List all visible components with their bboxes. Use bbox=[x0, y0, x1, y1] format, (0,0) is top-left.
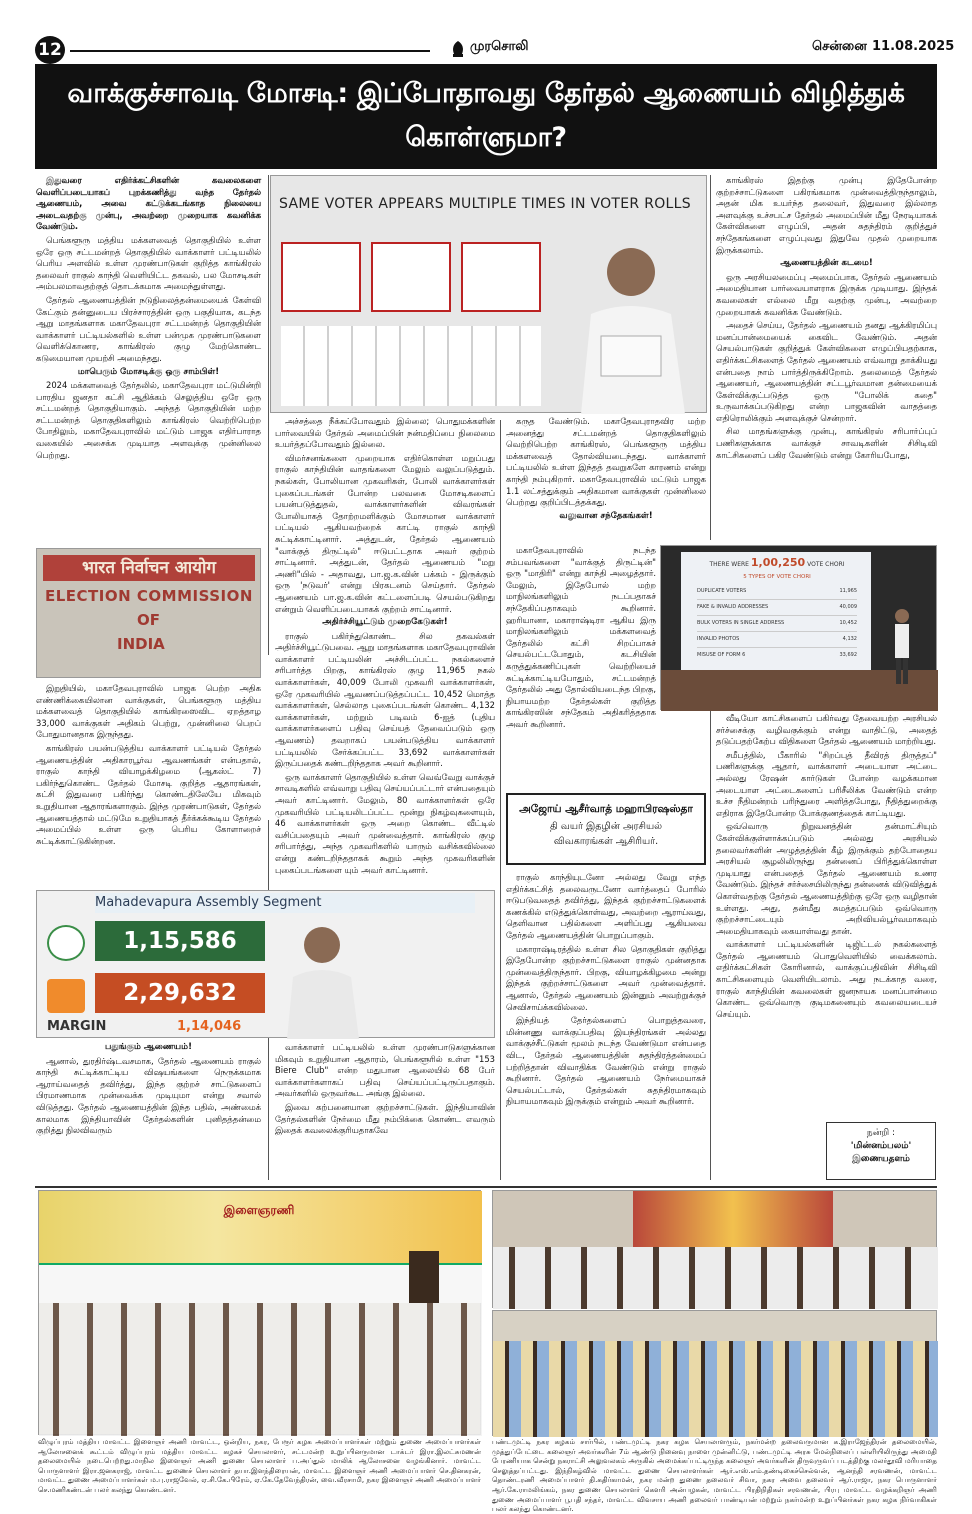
column-1-text bbox=[36, 175, 261, 547]
stage-banner-label: இளைஞரணி bbox=[223, 1203, 295, 1217]
column-rule bbox=[500, 700, 501, 1180]
column-3-text-2 bbox=[506, 545, 656, 780]
row-value: 4,132 bbox=[842, 636, 857, 642]
column-rule bbox=[710, 700, 711, 1180]
youth-wing-caption: விழுப்புரம் மத்திய மாவட்ட இளைஞர் அணி மாவட்ட, ஒன்றிய, நகர, பேரூர் கழக அமைப்பாளர்கள் மற்றும் துணை அமைப்பாளர்கள் ஆலோசனைக் கூட்டம் விழுப்புரம் மத்திய மாவட்ட கழகச் செயலாளர், சட்டமன்ற உறுப்பினருமான டாக்டர் இரா.இலட்சுமணன் தலைமையில் நடைபெற்றது.மாநில இளைஞர் அணி துணை செயலாளர் ப.அப்துல் மாலிக் ஆலோசனை வழங்கினார். மாவட்ட பொருளாளர் இரா.ஜனகராஜ், மாவட்ட துணைச் செயலாளர் தயா.இளந்திரையன், மாவட்ட இளைஞர் அணி அமைப்பாளர் செ.தினகரன், மாவட்ட துணை அமைப்பாளர்கள் ம.பு.ராஜவேல், ஏ.சி.கே.பிரேம், ஏ.கே.தேவேந்திரன், வை.வீரசாமி, நகர இளைஞர் அணி அமைப்பாளர் செ.மணிகண்டன் பலர் கலந்து கொண்டனர். bbox=[38, 1437, 481, 1494]
rahul-figure bbox=[561, 236, 701, 414]
paragraph: இறுதியில், மகாதேவபுராவில் பாஜக பெற்ற அதிக எண்ணிக்கையிலான வாக்குகள், பெங்களூரு மத்திய மக்களவைத் தொகுதியில் காங்கிரஸைவிட ஏறத்தாழ 33,000 வாக்குகள் அதிகம் பெற்று, முன்னிலை பெறப் போதுமானதாக இருந்தது. bbox=[36, 683, 261, 740]
paragraph: ஒவ்வொரு நிறுவனத்தின் தன்மாட்சியும் கேள்விக்குள்ளாக்கப்படும் அல்லது அரசியல் தலைவர்களின் அழுத்தத்தின் கீழ் இருக்கும் தற்போதைய அரசியல் சூழலிலிருந்து தன்னைப் பிரித்துக்கொள்ள முடியாது என்பதைத் தேர்தல் ஆணையம் உணர வேண்டும். இந்தச் சர்ச்சையிலிருந்து தன்னைக் விடுவித்துக் கொள்வதற்கு தேர்தல் ஆணையத்திற்கு ஒரே ஒரு வழிதான் உள்ளது. அது, தன்மீது சுமத்தப்படும் ஒவ்வொரு குற்றச்சாட்டையும் அறிவியல்பூர்வமாகவும் அமைதியாகவும் கையாள்வது தான். bbox=[716, 821, 937, 936]
voter-card bbox=[461, 242, 541, 312]
subheading: மாபெரும் மோசடிக்கு ஒரு சாம்பிள்! bbox=[77, 366, 220, 377]
row-label: BULK VOTERS IN SINGLE ADDRESS bbox=[697, 620, 785, 626]
credit-source: 'மின்னம்பலம்' bbox=[850, 1141, 912, 1151]
paragraph: தேர்தல் ஆணையத்தின் நடுநிலைத்தன்மையைக் கேள்வி கேட்கும் தன்னுடைய பிரச்சாரத்தின் ஒரு பகுதியாக, கடந்த ஆறு மாதங்களாக மகாதேவபுரா சட்டமன்றத் தொகுதியின் வாக்காளர் பட்டியல்களில் உள்ள பன்முக முரண்பாடுகளை வெளிக்கொணர, காங்கிரஸ் குழு மேற்கொண்ட கடுமையான முயற்சி அமைந்தது. bbox=[36, 294, 261, 363]
school-children-photo bbox=[492, 1310, 937, 1436]
paragraph: அச்சத்தை நீக்கப்போவதும் இல்லை; பொதுமக்களின் பார்வையில் தேர்தல் அமைப்பின் நன்மதிப்பை நிலைமை உயர்த்தப்போவதும் இல்லை. bbox=[275, 416, 495, 450]
voter-rolls-banner: SAME VOTER APPEARS MULTIPLE TIMES IN VOTER ROLLS bbox=[279, 196, 691, 212]
ec-sign-line-2: OF bbox=[137, 611, 160, 629]
vote-chori-header bbox=[687, 556, 867, 569]
headline-banner bbox=[35, 64, 937, 169]
paragraph: விமர்சனங்களை முறையாக எதிர்கொள்ள மறுப்பது ராகுல் காந்தியின் வாதங்களை மேலும் வலுப்படுத்தும். நகல்கள், போலியான முகவரிகள், போலி வாக்காளர்கள் புகைப்படங்கள் போன்ற பலவகை மோசடிகளைப் பயன்படுத்துதல், வாக்காளர்களின் விவரங்கள் போலியாகத் தோற்றமளிக்கும் மோசமான வாக்காளர் பட்டியல் ஆகியவற்றைக் காட்டி ராகுல் காந்தி சுட்டிக்காட்டினார். அத்துடன், தேர்தல் ஆணையம் "வாக்குத் திருட்டில்" ஈடுபட்டதாக அவர் குற்றம் சாட்டினார். அத்துடன், தேர்தல் ஆணையம் "மறு அணி"யில் - அதாவது, பா.ஜ.க.வின் பக்கம் - இருக்கும் ஒரு 'நடுவர்' என்று பிரகடனம் செய்தார். தேர்தல் ஆணையம் பா.ஜ.க.வின் கட்டளைப்படி செயல்படுகிறது என்றும் வெளிப்படையாகக் குற்றம் சாட்டினார். bbox=[275, 452, 495, 614]
row-label: INVALID PHOTOS bbox=[697, 636, 740, 642]
author-role-1: தி வயர் இதழின் அரசியல் bbox=[550, 821, 662, 832]
paragraph: சில மாதங்களுக்கு முன்பு, காங்கிரஸ் சரிபார்ப்புப் பணிகளுக்காக வாக்குச் சாவடிகளின் சிசிடிவி காட்சிகளைப் பகிர வேண்டும் என்று கோரியபோது, bbox=[716, 426, 937, 460]
column-1-bottom-text bbox=[36, 1042, 261, 1182]
paragraph: இதுவரை எதிர்க்கட்சிகளின் கவலைகளை வெளிப்படையாகப் புறக்கணித்து வந்த தேர்தல் ஆணையம், அவை கட்டுக்கடங்காத நிலையை அடைவதற்கு முன்பு, அவற்றை முறையாக கவனிக்க வேண்டும். bbox=[36, 175, 261, 232]
credit-label: நன்றி : bbox=[866, 1128, 896, 1138]
header-rule bbox=[70, 50, 430, 52]
column-2-bottom-text bbox=[275, 1042, 495, 1182]
memorial-caption: பண்டமுட்டி நகர கழகம் சார்பில், பண்டமுட்டி நகர கழக செயலாளரும், நகர்மன்ற தலைவருமான க.இராஜேந்திரன் தலைமையில், முத்துப்பேட்டை கலைஞர் அவர்களின் 7ம் ஆண்டு நினைவு நாளை முன்னிட்டு, பண்டமுட்டி அரசு மேல்நிலைப் பள்ளியிலிருந்து அமைதி பேரணியாக சென்று நகராட்சி அலுவலகம் அருகில் அமைக்கப்பட்டிருந்த கலைஞர் அவர்களின் திருவுருவப் படத்திற்கு மலர்தூவி மரியாதை செலுத்தப்பட்டது. இந்நிகழ்வில் மாவட்ட துணை செயலாளர்கள் ஆர்.எஸ்.எம்.தண்டிகைச்செல்வன், ஆனந்தி சரவணன், மாவட்ட தொண்டரணி அமைப்பாளர் தி.கதிர்காமன், நகர மன்ற துணை தலைவர் சிவா, நகர அவை தலைவர் ஆர்.ராஜா, நகர பொருளாளர் ஆர்.கே.ராமலிங்கம், நகர துணை செயலாளர் கௌரி அன்பழகன், மாவட்ட பிரதிநிதிகள் சரவணன், பிரபு மாவட்ட வழக்கறிஞர் அணி துணை அமைப்பாளர் பூபதி சந்தர், மாவட்ட விவசாய அணி தலைவர் பாண்டியன் மற்றும் நகர்மன்ற உறுப்பினர்கள் நகர கழக நிர்வாகிகள் பலர் கலந்து கொண்டனர். bbox=[492, 1437, 937, 1514]
portrait-banner bbox=[633, 1191, 833, 1251]
author-name: அஜோய் ஆசீர்வாத் மஹாபிரஷஸ்தா bbox=[519, 803, 693, 815]
paragraph: வாக்காளர் பட்டியலில் உள்ள முரண்பாடுகளுக்கான மிகவும் உறுதியான ஆதாரம், பெங்களூரில் உள்ள "153 Biere Club" என்ற மதுபான ஆலையில் 68 பேர் வாக்காளர்களாகப் பதிவு செய்யப்பட்டிருப்பதாகும். அவர்களில் ஒருவர்கூட அங்கு இல்லை. bbox=[275, 1042, 495, 1099]
column-rule bbox=[710, 175, 711, 540]
children-group bbox=[493, 1341, 938, 1437]
paper-logo-icon bbox=[450, 40, 466, 58]
credit-suffix: இணையதளம் bbox=[852, 1154, 910, 1164]
paragraph: 2024 மக்களவைத் தேர்தலில், மகாதேவபுரா மட்டுமின்றி பாரதிய ஜனதா கட்சி ஆதிக்கம் செலுத்திய ஒரே ஒரு சட்டமன்றத் தொகுதியாகும். அந்தத் தொகுதியின் மற்ற சட்டமன்றத் தொகுதிகளிலும் காங்கிரஸ் வெற்றிபெற்ற போதிலும், மகாதேவபுராவில் மட்டும் பாஜக எதிர்பாராத வகையில் அசைக்க முடியாத அளவுக்கு முன்னிலை பெற்றது. bbox=[36, 380, 261, 460]
row-label: DUPLICATE VOTERS bbox=[697, 588, 747, 594]
paragraph: மகாராஷ்டிரத்தில் உள்ள சில தொகுதிகள் குறித்து இதேபோன்ற குற்றச்சாட்டுகளை ராகுல் முன்னதாக முன்வைத்திருந்தார். பிறகு, வியாழக்கிழமை அன்று இந்தக் குற்றச்சாட்டுகளை அவர் முன்வைத்தார். ஆனால், தேர்தல் ஆணையம் இன்னும் அவற்றுக்குச் செவிசாய்க்கவில்லை. bbox=[506, 943, 706, 1012]
paragraph: காங்கிரஸ் இதற்கு முன்பு இதேபோன்ற குற்றச்சாட்டுகளை பகிரங்கமாக முன்வைத்திருந்தாலும், அதன் மிக உயர்ந்த தலைவர், இதுவரை இல்லாத அளவுக்கு உச்சபட்ச தேர்தல் அமைப்பின் மீது நேரடியாகக் கேள்விகளை எழுப்பி, அதன் சுதந்திரம் குறித்துச் சந்தேகங்களை எழுப்புவது இதுவே முதல் முறையாக இருக்கலாம். bbox=[716, 175, 937, 255]
mahadevapura-count-1: 1,15,586 bbox=[95, 921, 265, 961]
voter-card bbox=[281, 242, 361, 312]
paper-name: முரசொலி bbox=[470, 39, 529, 54]
paragraph: காங்கிரஸ் பயன்படுத்திய வாக்காளர் பட்டியல் தேர்தல் ஆணையத்தின் அதிகாரபூர்வ ஆவணங்கள் என்பதால், ராகுல் காந்தி வியாழக்கிழமை (ஆகஸ்ட் 7) பகிர்ந்துகொண்ட தேர்தல் மோசடி குறித்த ஆதாரங்கள், கட்சி இதுவரை பகிர்ந்து கொண்டதிலேயே மிகவும் உறுதியான ஆதாரங்களாகும். இந்த முரண்பாடுகள், தேர்தல் ஆணையத்தால் மட்டுமே உறுதியாகத் தீர்க்கக்கூடிய தேர்தல் அமைப்பில் உள்ள ஒரு பெரிய கோளாறைச் சுட்டிக்காட்டுகின்றன. bbox=[36, 742, 261, 846]
ec-sign-hindi: भारत निर्वाचन आयोग bbox=[43, 555, 255, 581]
voter-card bbox=[371, 242, 451, 312]
congress-logo-icon bbox=[47, 925, 85, 961]
page-header bbox=[0, 0, 972, 72]
vote-chori-rows bbox=[697, 584, 857, 663]
page-number-badge bbox=[35, 36, 65, 64]
column-3-text-4 bbox=[506, 872, 706, 1182]
header-city: சென்னை bbox=[812, 39, 867, 54]
paragraph: இந்தியத் தேர்தல்களைப் பொறுத்தவரை, மின்னணு வாக்குப்பதிவு இயந்திரங்கள் அல்லது வாக்குச்சீட்டுகள் மூலம் நடந்த வேண்டுமா என்பதை விட, தேர்தல் ஆணையத்தின் சுதந்திரத்தன்மைப் பற்றித்தான் விவாதிக்க வேண்டும் என்று ராகுல் கூறினார். தேர்தல் ஆணையம் நேர்மையாகச் செயல்பட்டால், தேர்தல்கள் சுதந்திரமாகவும் நியாயமாகவும் இருக்கும் என்றும் அவர் கூறினார். bbox=[506, 1015, 706, 1107]
vote-chori-pre: THERE WERE bbox=[709, 561, 749, 568]
paragraph: அதைச் செய்ய, தேர்தல் ஆணையம் தனது ஆக்கிரமிப்பு மனப்பான்மையைக் கைவிட வேண்டும். அதன் செயல்பாடுகள் குறித்துக் கேள்விகளை எழுப்பியதற்காக, எதிர்க்கட்சிகளைத் தேர்தல் ஆணையம் எவ்வாறு தாக்கியது என்பதை நாம் பார்த்திருக்கிறோம். தலைமைத் தேர்தல் ஆணையர், ஆணையத்தின் சட்டபூர்வமான தன்மையைக் கேள்விக்குட்படுத்த ஒரு "போலிக் கதை" உருவாக்கப்படுகிறது என்ற பாஜகவின் வாதத்தை எதிரொலிக்கும் அளவுக்குச் சென்றார். bbox=[716, 320, 937, 423]
voter-grid bbox=[281, 326, 541, 406]
subheading: அதிர்ச்சியூட்டும் முறைகேடுகள்! bbox=[322, 617, 448, 628]
margin-number: 1,14,046 bbox=[177, 1019, 242, 1034]
vote-chori-screen bbox=[681, 552, 871, 670]
bottom-divider bbox=[35, 1186, 937, 1188]
vote-chori-row bbox=[697, 584, 857, 600]
mahadevapura-title: Mahadevapura Assembly Segment bbox=[95, 893, 475, 913]
paragraph: கருத வேண்டும். மகாதேவபுராதவிர மற்ற அனைத்து சட்டமன்றத் தொகுதிகளிலும் வெற்றிபெற்ற காங்கிரஸ், பெங்களூரு மத்திய மக்களவைத் தோல்வியடைந்தது. வாக்காளர் பட்டியலில் உள்ள இந்தத் தவறுகளே காரணம் என்று காந்தி நம்புகிறார். மகாதேவபுராவில் மட்டும் பாஜக 1.1 லட்சத்துக்கும் அதிகமான வாக்குகள் முன்னிலை பெற்றது குறிப்பிடத்தக்கது. bbox=[506, 416, 706, 508]
column-rule bbox=[500, 420, 501, 670]
subheading: ஆணையத்தின் கடமை! bbox=[780, 258, 873, 269]
paragraph: மகாதேவபுராவில் நடந்த சம்பவங்களை "வாக்குத் திருட்டின்" ஒரு "மாதிரி" என்று காந்தி அழைத்தார். மேலும், இதேபோல் மற்ற மாநிலங்களிலும் நடப்பதாகச் சந்தேகிப்பதாகவும் கூறினார். ஹரியானா, மகாராஷ்டிரா ஆகிய இரு மாநிலங்களிலும் மக்களவைத் தேர்தலில் கட்சி சிறப்பாகச் செயல்பட்டபோதும், கடசியின் கருத்துக்கணிப்புகள் வெற்றியைச் சுட்டிக்காட்டியபோதும், சட்டமன்றத் தேர்தலில் அது தோல்வியடைந்த பிறகு, நியாயமற்ற தேர்தல்கள் குறித்த காங்கிரஸின் சந்தேகம் அதிகரித்ததாக அவர் கூறினார். bbox=[506, 545, 656, 729]
election-commission-photo bbox=[36, 548, 261, 678]
header-date: 11.08.2025 bbox=[872, 39, 955, 54]
row-value: 33,692 bbox=[839, 652, 857, 658]
procession-crowd bbox=[493, 1247, 938, 1309]
author-role-2: விவகாரங்கள் ஆசிரியர். bbox=[553, 836, 659, 847]
row-label: MISUSE OF FORM 6 bbox=[697, 652, 746, 658]
margin-label: MARGIN bbox=[47, 1019, 107, 1034]
row-label: FAKE & INVALID ADDRESSES bbox=[697, 604, 769, 610]
vote-chori-row bbox=[697, 616, 857, 632]
author-box bbox=[506, 793, 706, 865]
mahadevapura-photo bbox=[36, 890, 495, 1038]
paragraph: சமீபத்தில், பீகாரில் "சிறப்புத் தீவிரத் திருத்தப்" பணிகளுக்கு ஆதார், வாக்காளர் அடையாள அட்டை அல்லது ரேஷன் கார்டுகள் போன்ற வழக்கமான அடையாள அட்டைகளைப் பரிசீலிக்க வேண்டும் என்ற உச்ச நீதிமன்றம் பரிந்துரை அளித்தபோது, நீதித்துறைக்கு எதிராக இதேபோன்ற போக்குணத்தைக் காட்டியது. bbox=[716, 749, 937, 818]
vote-chori-row bbox=[697, 648, 857, 663]
memorial-procession-photo bbox=[492, 1190, 937, 1308]
vote-chori-row bbox=[697, 632, 857, 648]
rahul-figure bbox=[267, 917, 377, 1039]
paragraph: பெங்களூரு மத்திய மக்களவைத் தொகுதியில் உள்ள ஒரே ஒரு சட்டமன்றத் தொகுதியில் வாக்காளர் பட்டியலில் பெரிய அளவில் உள்ள முரண்பாடுகள் குறித்த காங்கிரஸ் தலைவர் ராகுல் காந்தி வெளியிட்ட தகவல், பல மோசடிகள் அம்பலமாவதற்குத் தொடக்கமாக அமைந்துள்ளது. bbox=[36, 234, 261, 292]
row-value: 40,009 bbox=[839, 604, 857, 610]
mahadevapura-count-2: 2,29,632 bbox=[95, 973, 265, 1013]
column-3-text bbox=[506, 416, 706, 544]
paragraph: வீடியோ காட்சிகளைப் பகிர்வது தேவையற்ற அரசியல் சர்ச்சைக்கு வழிவகுக்கும் என்று வாதிட்டு, அதைத் தடுப்பதற்கேற்ப விதிகளை தேர்தல் ஆணையம் மாற்றியது. bbox=[716, 713, 937, 747]
ec-sign-line-3: INDIA bbox=[117, 635, 165, 653]
headline: வாக்குச்சாவடி மோசடி: இப்போதாவது தேர்தல் ஆணையம் விழித்துக் கொள்ளுமா? bbox=[67, 78, 905, 153]
vote-chori-photo bbox=[660, 545, 937, 710]
speaker-figure bbox=[887, 606, 917, 686]
vote-chori-row bbox=[697, 600, 857, 616]
paragraph: ராகுல் காந்தியுடனோ அல்லது வேறு எந்த எதிர்க்கட்சித் தலைவருடனோ வார்த்தைப் போரில் ஈடுபடுவதைத் தவிர்த்து, இந்தக் குற்றச்சாட்டுகளைக் கணக்கில் எடுத்துக்கொள்வது, அவற்றை ஆராய்வது, தெளிவான பதில்களை அளிப்பது ஆகியவை தேர்தல் ஆணையத்தின் பொறுப்பாகும். bbox=[506, 872, 706, 940]
row-value: 11,965 bbox=[839, 588, 857, 594]
column-2-text bbox=[275, 416, 495, 889]
paragraph: வாக்காளர் பட்டியல்களின் டிஜிட்டல் நகல்களைத் தேர்தல் ஆணையம் பொதுவெளியில் வைக்கலாம். எதிர்க்கட்சிகள் கோரினால், வாக்குப்பதிவின் சிசிடிவி காட்சிகளையும் வெளியிடலாம். அது நடக்காத வரை, ராகுல் காந்தியின் கவலைகள் ஜனநாயக மனப்பான்மை கொண்ட ஒவ்வொரு குடிமகனையும் கவலையடையச் செய்யும். bbox=[716, 939, 937, 1019]
column-4-text bbox=[716, 175, 937, 543]
subheading: பதுங்கும் ஆணையம்! bbox=[104, 1042, 192, 1052]
vote-chori-subtitle: 5 TYPES OF VOTE CHORI bbox=[743, 574, 811, 580]
vote-chori-total: 1,00,250 bbox=[750, 556, 806, 569]
paragraph: ஒரு அரசியலமைப்பு அமைப்பாக, தேர்தல் ஆணையம் அமைதியான பார்வையாளராக இருக்க முடியாது. இந்தக் கவலைகள் எல்லை மீறு வதற்கு முன்பு, அவற்றை முறையாகக் கவனிக்க வேண்டும். bbox=[716, 271, 937, 317]
page-number: 12 bbox=[38, 40, 62, 60]
paragraph: ஆனால், துரதிர்ஷ்டவசமாக, தேர்தல் ஆணையம் ராகுல் காந்தி சுட்டிக்காட்டிய விஷயங்களை நெருக்கமாக ஆராய்வதைத் தவிர்த்து, இந்த குற்றச் சாட்டுகளைப் பிரமாணமாக முன்வைக்க முடியுமா என்று சவால் விடுத்தது. தேர்தல் ஆணையத்தின் இந்த பதில், அண்மைக் காலமாக இந்தியாவின் தேர்தல்களின் புனிதத்தன்மை குறித்து நிலவிவரும் bbox=[36, 1055, 261, 1136]
ec-sign-line-1: ELECTION COMMISSION bbox=[45, 587, 253, 605]
paragraph: ராகுல் பகிர்ந்துகொண்ட சில தகவல்கள் அதிர்ச்சியூட்டுபவை. ஆறு மாதங்களாக மகாதேவபுராவின் வாக்காளர் பட்டியலின் அச்சிடப்பட்ட நகல்களைச் சரிபார்த்த பிறகு, காங்கிரஸ் குழு 11,965 நகல் வாக்காளர்கள், 40,009 போலி முகவரி வாக்காளர்கள், ஒரே முகவரியில் ஆவணப்படுத்தப்பட்ட 10,452 மொத்த வாக்காளர்கள், செல்லாத புகைப்படங்கள் கொண்ட 4,132 வாக்காளர்கள், மற்றும் படிவம் 6-ஐத் (புதிய வாக்காளர்களைப் பதிவு செய்யத் தேவைப்படும் ஒரு ஆவணம்) தவறாகப் பயன்படுத்திய வாக்காளர் பட்டியலில் சேர்க்கப்பட்ட 33,692 வாக்காளர்கள் இருப்பதைக் கண்டறிந்ததாக அவர் கூறினார். bbox=[275, 630, 495, 769]
voter-rolls-photo bbox=[270, 175, 707, 413]
paragraph: இவை கற்பனையான குற்றச்சாட்டுகள். இந்தியாவின் தேர்தல்களின் நேர்மை மீது நம்பிக்கை கொண்ட எவரும் இதைக் கவலைக்குரியதாகவே bbox=[275, 1101, 495, 1136]
column-1-text-lower bbox=[36, 683, 261, 883]
audience bbox=[39, 1303, 482, 1436]
paragraph: ஒரு வாக்காளர் தொகுதியில் உள்ள வெவ்வேறு வாக்குச் சாவடிகளில் எவ்வாறு பதிவு செய்யப்பட்டார் என்பதையும் அவர் காட்டினார். மேலும், 80 வாக்காளர்கள் ஒரே முகவரியில் பட்டியலிடப்பட்ட மூன்று நிகழ்வுகளையும், 46 வாக்காளர்கள் ஒரு அறை கொண்ட வீட்டில் வசிப்பதையும் அவர் முன்வைத்தார். காங்கிரஸ் குழு சரிபார்த்து, அந்த முகவரிகளில் யாரும் வசிக்கவில்லை என்று கண்டறிந்ததாகக் கூறும் அந்த முகவரிகளின் புகைப்படங்களை யும் அவர் காட்டினார். bbox=[275, 771, 495, 875]
column-rule bbox=[268, 175, 269, 655]
subheading: வலுவான சந்தேகங்கள்! bbox=[559, 510, 653, 521]
credit-box bbox=[826, 1122, 936, 1180]
podium bbox=[409, 1251, 439, 1303]
youth-wing-meeting-photo bbox=[38, 1190, 481, 1435]
column-4-text-lower bbox=[716, 713, 937, 1118]
bjp-logo-icon bbox=[47, 979, 85, 1013]
vote-chori-post: VOTE CHORI bbox=[807, 561, 845, 568]
row-value: 10,452 bbox=[839, 620, 857, 626]
